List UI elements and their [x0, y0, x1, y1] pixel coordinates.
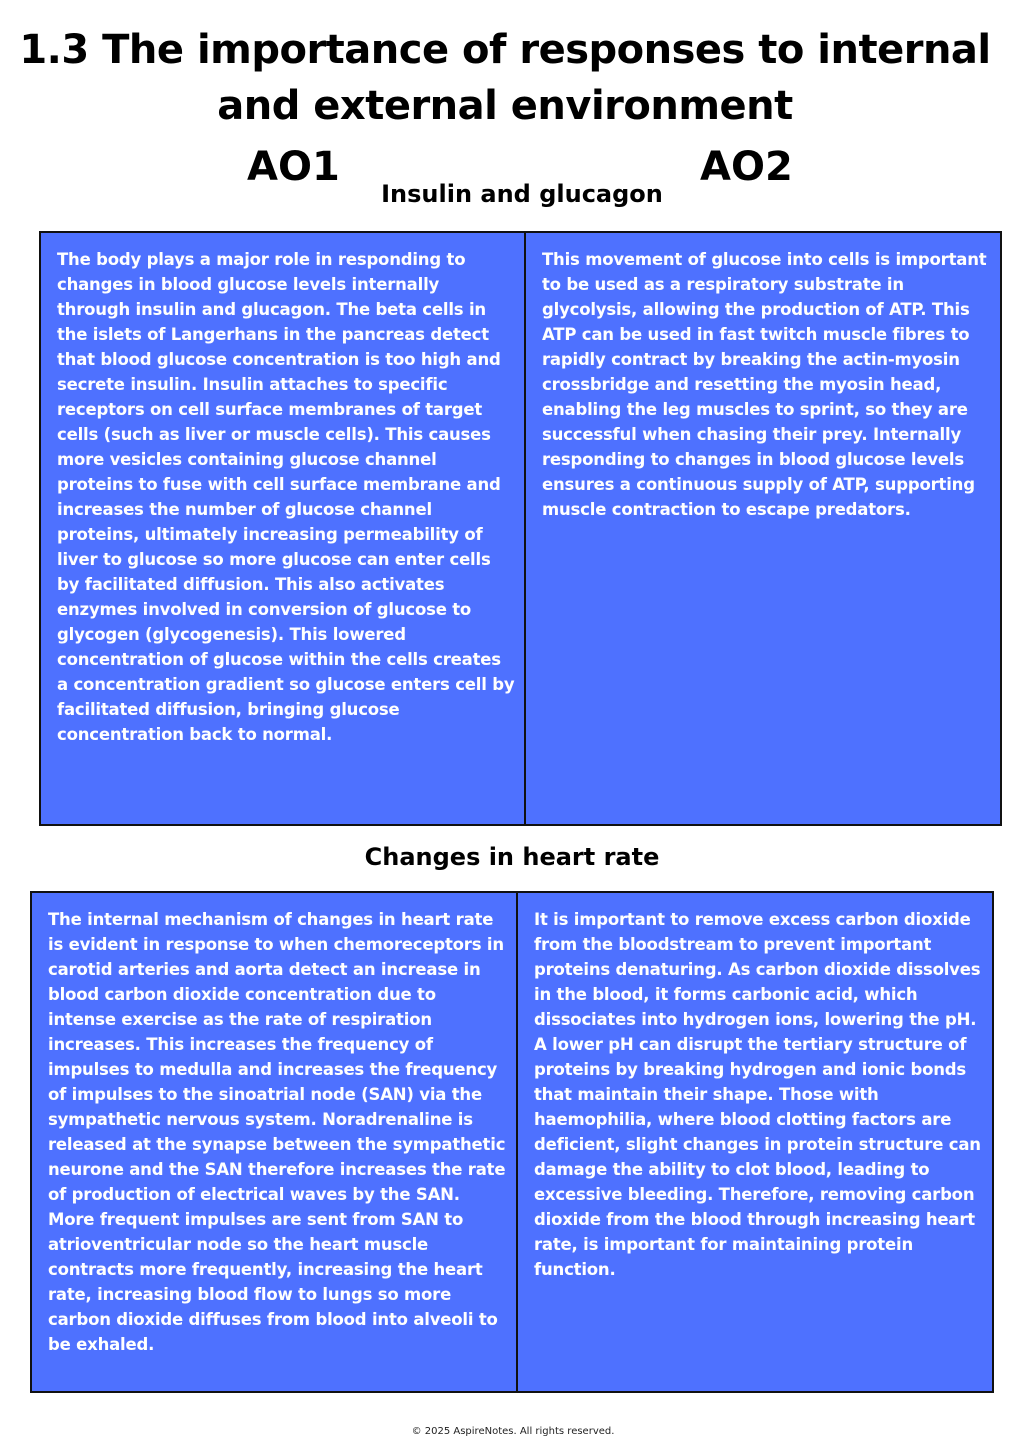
copyright-footer: © 2025 AspireNotes. All rights reserved. [411, 1426, 615, 1437]
ao2-text: This movement of glucose into cells is important to be used as a respiratory substrate in glycolysis, allowing the production of ATP. This ATP can be used in fast twitch muscle fibres to rapidly contract by breaking the actin-myosin crossbridge and resetting the myosin head, enabling the leg muscles to sprint, so they are successful when chasing their prey. Internally responding to changes in blood glucose levels ensures a continuous supply of ATP, supporting muscle contraction to escape predators. [542, 250, 987, 519]
ao1-text: The body plays a major role in responding to changes in blood glucose levels internally through insulin and glucagon. The beta cells in the islets of Langerhans in the pancreas detect that blood glucose concentration is too high and secrete insulin. Insulin attaches to specific receptors on cell surface membranes of target cells (such as liver or muscle cells). This causes more vesicles containing glucose channel proteins to fuse with cell surface membrane and increases the number of glucose channel proteins, ultimately increasing permeability of liver to glucose so more glucose can enter cells by facilitated diffusion. This also activates enzymes involved in conversion of glucose to glycogen (glycogenesis). This lowered concentration of glucose within the cells creates a concentration gradient so glucose enters cell by facilitated diffusion, bringing glucose concentration back to normal. [57, 250, 515, 744]
page-title-line-2: and external environment [217, 83, 793, 129]
section-panel-insulin-glucagon [39, 231, 1002, 826]
section-panel-heart-rate [30, 891, 994, 1393]
page-title [0, 22, 1010, 134]
ao2-column-label: AO2 [700, 144, 793, 190]
ao2-cell [526, 233, 1000, 824]
ao2-cell [518, 893, 992, 1391]
ao1-cell [41, 233, 526, 824]
section-heading-insulin-glucagon: Insulin and glucagon [381, 180, 663, 208]
ao1-column-label: AO1 [247, 144, 340, 190]
ao1-text: The internal mechanism of changes in heart rate is evident in response to when chemoreceptors in carotid arteries and aorta detect an increase in blood carbon dioxide concentration due to intense exercise as the rate of respiration increases. This increases the frequency of impulses to medulla and increases the frequency of impulses to the sinoatrial node (SAN) via the sympathetic nervous system. Noradrenaline is released at the synapse between the sympathetic neurone and the SAN therefore increases the rate of production of electrical waves by the SAN. More frequent impulses are sent from SAN to atrioventricular node so the heart muscle contracts more frequently, increasing the heart rate, increasing blood flow to lungs so more carbon dioxide diffuses from blood into alveoli to be exhaled. [48, 910, 506, 1354]
ao2-text: It is important to remove excess carbon dioxide from the bloodstream to prevent important proteins denaturing. As carbon dioxide dissolves in the blood, it forms carbonic acid, which dissociates into hydrogen ions, lowering the pH. A lower pH can disrupt the tertiary structure of proteins by breaking hydrogen and ionic bonds that maintain their shape. Those with haemophilia, where blood clotting factors are deficient, slight changes in protein structure can damage the ability to clot blood, leading to excessive bleeding. Therefore, removing carbon dioxide from the blood through increasing heart rate, is important for maintaining protein function. [534, 910, 981, 1279]
page-title-line-1: 1.3 The importance of responses to internal [19, 27, 991, 73]
ao1-cell [32, 893, 518, 1391]
section-heading-heart-rate: Changes in heart rate [364, 843, 660, 871]
